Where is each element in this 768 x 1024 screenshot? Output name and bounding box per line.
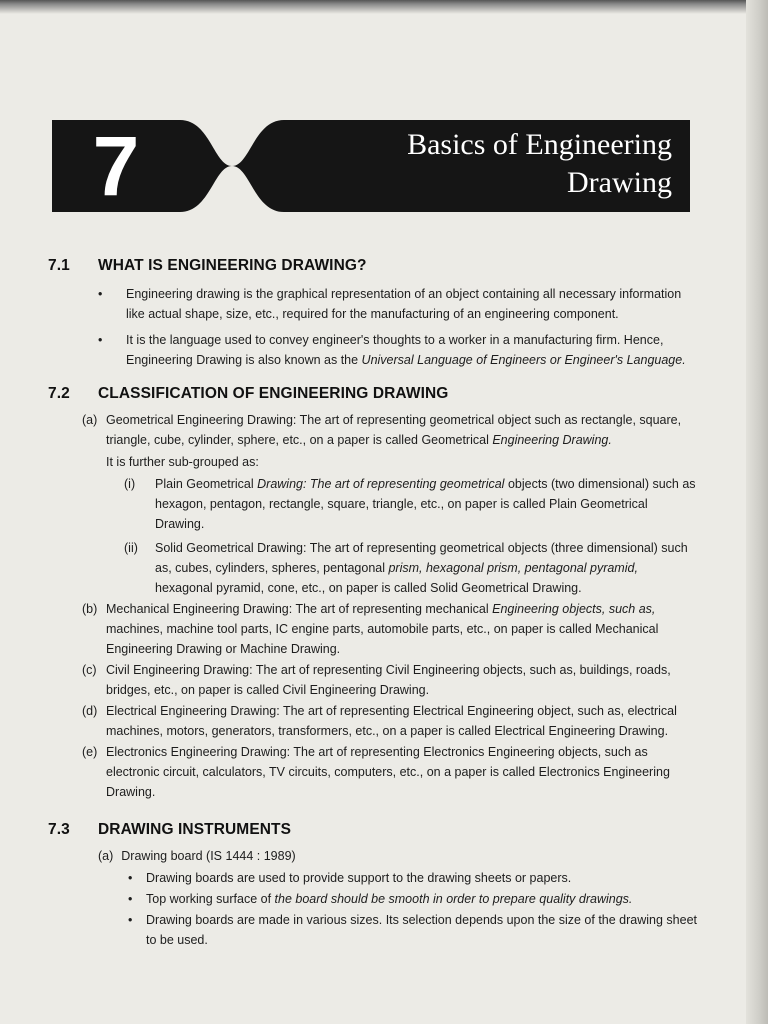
sub-item-ii [48, 538, 698, 598]
classification-item-e [48, 742, 698, 802]
section-number: 7.2 [48, 385, 70, 402]
page-top-edge [0, 0, 768, 14]
item-text: The art of representing mechanical [292, 602, 493, 616]
section-number: 7.1 [48, 257, 70, 274]
item-text: Drawing board (IS 1444 : 1989) [121, 849, 296, 863]
section-heading [48, 256, 698, 276]
item-label: (d) [82, 704, 98, 718]
chapter-title-line-1: Basics of Engineering [407, 128, 672, 161]
item-label: (a) [82, 413, 98, 427]
section-7-2 [48, 384, 698, 802]
item-emphasis: Engineering Drawing. [492, 433, 612, 447]
item-text: objects (two dimensional) such as hexagon, pentagon, rectangle, square, triangle, etc., on paper is called Plain Geometrical Drawing. [155, 477, 696, 531]
classification-item-c [48, 660, 698, 700]
list-item [48, 889, 698, 909]
list-item [48, 330, 698, 370]
section-title: DRAWING INSTRUMENTS [98, 821, 292, 838]
list-item-text: Top working surface of [146, 892, 275, 906]
item-term: Geometrical Engineering Drawing: [106, 413, 297, 427]
item-text: The art of representing Electrical Engineering object, such as, electrical machines, motors, generators, transformers, etc., on a paper is called Electrical Engineering Drawing. [106, 704, 677, 738]
list-item: • Drawing boards are used to provide support to the drawing sheets or papers. [48, 868, 698, 888]
section-heading [48, 384, 698, 404]
chapter-number: 7 [92, 119, 140, 213]
item-label: (e) [82, 745, 98, 759]
item-term: Plain Geometrical [155, 477, 258, 491]
item-text: The art of representing geometrical objects (three dimensional) such as, cubes, cylinders, spheres, pentagonal [155, 541, 688, 575]
bullet-list [48, 284, 698, 370]
chapter-title-line-2: Drawing [567, 166, 672, 199]
item-term: Electronics Engineering Drawing: [106, 745, 291, 759]
section-title: WHAT IS ENGINEERING DRAWING? [98, 257, 367, 274]
page-right-edge [746, 0, 768, 1024]
item-term: Electrical Engineering Drawing: [106, 704, 280, 718]
list-item: • Engineering drawing is the graphical representation of an object containing all necessary information like actual shape, size, etc., required for the manufacturing of an engineering component. [48, 284, 698, 324]
item-term: Solid Geometrical Drawing: [155, 541, 307, 555]
section-heading [48, 820, 698, 840]
item-label: (a) [98, 849, 114, 863]
list-item-text: It is the language used to convey engineer's thoughts to a worker in a manufacturing firm. Hence, Engineering Drawing is also known as the [126, 333, 664, 367]
item-term: Civil Engineering Drawing: [106, 663, 253, 677]
section-number: 7.3 [48, 821, 70, 838]
subgroup-line: It is further sub-grouped as: [106, 455, 259, 469]
item-text: machines, machine tool parts, IC engine parts, automobile parts, etc., on paper is called Mechanical Engineering Drawing or Machine Drawing. [106, 622, 659, 656]
classification-item-b [48, 599, 698, 659]
sub-item-i [48, 474, 698, 534]
item-label: (ii) [124, 541, 138, 555]
section-title: CLASSIFICATION OF ENGINEERING DRAWING [98, 385, 449, 402]
item-term: Mechanical Engineering Drawing: [106, 602, 293, 616]
item-label: (c) [82, 663, 97, 677]
section-7-3 [48, 820, 698, 950]
item-text: The art of representing Electronics Engineering objects, such as electronic circuit, calculators, TV circuits, computers, etc., on a paper is called Electronics Engineering Drawing. [106, 745, 670, 799]
item-text: hexagonal pyramid, cone, etc., on paper is called Solid Geometrical Drawing. [155, 581, 582, 595]
page-content [48, 256, 698, 951]
item-emphasis: Drawing: The art of representing geometrical [257, 477, 505, 491]
item-label: (b) [82, 602, 98, 616]
item-emphasis: Engineering objects, such as, [492, 602, 656, 616]
instrument-item-a [48, 846, 698, 866]
bullet-list [48, 868, 698, 950]
list-item: • Drawing boards are made in various sizes. Its selection depends upon the size of the drawing sheet to be used. [48, 910, 698, 950]
classification-item-a [48, 410, 698, 450]
item-emphasis: prism, hexagonal prism, pentagonal pyramid, [388, 561, 638, 575]
list-item-emphasis: the board should be smooth in order to prepare quality drawings. [274, 892, 633, 906]
item-text: The art of representing Civil Engineering objects, such as, buildings, roads, bridges, etc., on paper is called Civil Engineering Drawing. [106, 663, 671, 697]
item-text: The art of representing geometrical object such as rectangle, square, triangle, cube, cylinder, sphere, etc., on a paper is called Geometrical [106, 413, 682, 447]
chapter-title [407, 126, 672, 202]
item-label: (i) [124, 477, 136, 491]
classification-item-d [48, 701, 698, 741]
list-item-emphasis: Universal Language of Engineers or Engineer's Language. [361, 353, 686, 367]
section-7-1 [48, 256, 698, 370]
